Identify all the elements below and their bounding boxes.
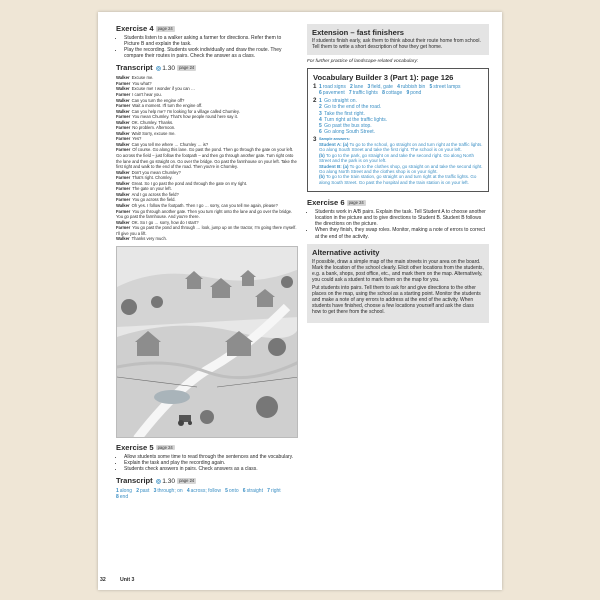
answer-text: right (270, 488, 281, 495)
answer-number: 1 (116, 488, 119, 495)
speaker-text: That's right. Chomley. (132, 175, 173, 181)
answer-number: 5 (429, 84, 433, 91)
answer-number: 7 (267, 488, 270, 495)
answer-text: Go past the bus stop. (324, 122, 372, 129)
answer-text: Go straight on. (324, 98, 357, 105)
transcript-2-heading: Transcript ◎1.30 page 24 (116, 476, 195, 486)
sample-answer (319, 164, 483, 175)
speaker-name: Farmer (116, 186, 131, 192)
answer-number: 4 (397, 84, 400, 91)
page (98, 12, 502, 590)
speaker-text: Can you turn the engine off? (131, 97, 185, 103)
sample-answer-label: (b) (319, 174, 325, 180)
sample-answer-label: Student A: (a) (319, 141, 349, 147)
page-tag: page 24 (179, 478, 195, 484)
speaker-text: Don't you mean Chumley? (131, 169, 181, 175)
speaker-name: Walker (116, 86, 130, 92)
speaker-name: Walker (116, 202, 130, 208)
answer-text: end (119, 494, 129, 501)
sample-answer (319, 174, 483, 185)
village-illustration (116, 246, 298, 438)
sample-answer-text: To go to the train station, go straight on and turn right at the traffic lights. Go along South Street. Go past the hospital and the train station is on your left. (319, 174, 477, 185)
transcript-heading: Transcript ◎1.30 page 24 (116, 63, 195, 73)
speaker-name: Farmer (116, 225, 131, 231)
vocabulary-builder-heading: Vocabulary Builder 3 (Part 1): page 126 (313, 73, 454, 83)
answer-number: 1 (319, 98, 322, 105)
sample-answers-label: Sample answers: (319, 136, 351, 141)
speaker-text: You go past the pond and through … look, jump up on the tractor, I'm going there myself. I'll give you a lift. (116, 225, 297, 236)
answer-text: onto (228, 488, 239, 495)
answer-number: 3 (153, 488, 157, 495)
page-tag: page 24 (348, 200, 364, 206)
exercise-5-heading: Exercise 5 page 24 (116, 442, 173, 452)
speaker-text: You what? (132, 80, 152, 86)
exercise-5-list (116, 454, 298, 472)
answer-number: 5 (319, 122, 322, 129)
answer-text: Take the first right. (324, 110, 365, 117)
speaker-name: Walker (116, 219, 130, 225)
speaker-name: Walker (116, 141, 130, 147)
speaker-text: Yes? (132, 136, 142, 142)
answer-number: 2 (350, 84, 353, 91)
answer-number: 7 (348, 90, 352, 97)
transcript-line (116, 147, 298, 169)
speaker-text: Can you tell me where … Chumley … is? (131, 141, 209, 147)
answer-number: 4 (186, 488, 190, 495)
further-practice-note: For further practice of landscape-related vocabulary: (307, 59, 419, 65)
audio-cd-icon: ◎ (155, 65, 162, 73)
answer-text: field, gate (371, 84, 393, 91)
alternative-activity-box (307, 244, 489, 323)
answer-text: Go along South Street. (324, 128, 376, 135)
answer-text: road signs (322, 84, 346, 91)
sample-answer (319, 142, 483, 153)
answer-number: 1 (319, 84, 322, 91)
speaker-text: OK. Chumley. Thanks. (131, 119, 174, 125)
page-number: 32 (100, 577, 106, 583)
speaker-name: Farmer (116, 197, 131, 203)
right-column (307, 24, 489, 323)
transcript-lines (116, 75, 298, 241)
alternative-paragraph: Put students into pairs. Tell them to ask for and give directions to the other places on the map, using the school as a starting point. Monitor the students and make a note of any errors to address at the end of the activity. When students have finished, choose a few locations yourself and ask the class how to get there from the school. (312, 285, 481, 316)
sample-answer-label: (b) (319, 152, 325, 158)
page-tag: page 24 (157, 26, 173, 31)
speaker-text: Excuse me! I wonder if you can … (131, 86, 196, 92)
answer-text: through; on (157, 488, 183, 495)
answer-number: 3 (367, 84, 371, 91)
answer-number: 6 (319, 128, 322, 135)
sample-answer-text: To go to the park, go straight on and take the second right. Go along North Street and the park is on your left. (319, 152, 475, 164)
extension-text: If students finish early, ask them to think about their route home from school. Tell them to write a short description of how they get home. (312, 38, 481, 51)
landscape-picture (117, 247, 298, 438)
answer-line (319, 129, 483, 135)
answer-number: 2 (136, 488, 139, 495)
answer-text: Turn right at the traffic lights. (324, 116, 388, 123)
list-item: • Play the recording. Students work individually and draw the route. They compare their routes in pairs. Check the answer as a class. (124, 47, 298, 59)
speaker-text: And I go across the field? (131, 191, 179, 197)
speaker-name: Walker (116, 130, 130, 136)
list-item: • Students check answers in pairs. Check answers as a class. (124, 466, 298, 472)
answer-number: 6 (242, 488, 246, 495)
speaker-text: I can't hear you. (132, 92, 162, 98)
speaker-text: No problem. Afternoon. (132, 125, 176, 131)
alternative-activity-heading: Alternative activity (312, 247, 380, 257)
list-item: • When they finish, they swap roles. Monitor, making a note of errors to correct at the end of the activity. (315, 227, 489, 239)
vocabulary-builder-box (307, 68, 489, 192)
unit-label: Unit 3 (120, 577, 135, 583)
speaker-text: You go through another gate. Then you turn right onto the lane and go over the bridge. You go past the farmhouse. And you're there. (116, 208, 293, 220)
answer-text: pond (410, 90, 422, 97)
answer-text: street lamps (433, 84, 461, 91)
answer-number: 8 (382, 90, 385, 97)
speaker-text: Great. So I go past the pond and through the gate on my right. (131, 180, 248, 186)
speaker-name: Walker (116, 108, 130, 114)
speaker-name: Farmer (116, 208, 131, 214)
vocab-answers-1: 1 1road signs 2lane 3field, gate 4rubbish bin 5street lamps 6pavement 7traffic lights 8cottage 9pond (313, 83, 461, 97)
speaker-text: Can you help me? I'm looking for a village called Chumley. (131, 108, 240, 114)
speaker-name: Walker (116, 97, 130, 103)
exercise-4-list (116, 35, 298, 59)
speaker-text: You go across the field. (132, 197, 176, 203)
answer-number: 6 (319, 90, 322, 97)
answer-number: 5 (225, 488, 228, 495)
speaker-name: Walker (116, 119, 130, 125)
answer-text: across; follow (190, 488, 221, 495)
answer-number: 8 (116, 494, 119, 501)
speaker-text: Wait! Sorry, excuse me. (131, 130, 176, 136)
extension-heading: Extension – fast finishers (312, 28, 404, 37)
answer-text: traffic lights (352, 90, 378, 97)
speaker-name: Farmer (116, 114, 131, 120)
extension-box (307, 24, 489, 55)
speaker-text: The gate on your left. (132, 186, 172, 192)
page-tag: page 24 (179, 65, 195, 71)
vocab-answers-2: 2 1 Go straight on. 2 Go to the end of the road. 3 Take the first right. 4 Turn right at the traffic lights. 5 Go past the bus stop. 6 Go along South Street. (313, 98, 483, 135)
answer-text: lane (353, 84, 364, 91)
transcript-2-answers (116, 488, 298, 500)
sample-answer-text: To go to the school, go straight on and turn right at the traffic lights. Go along South Street and take the first right. The school is on your left. (319, 141, 483, 153)
answer-text: past (139, 488, 150, 495)
speaker-name: Farmer (116, 92, 131, 98)
speaker-name: Farmer (116, 80, 131, 86)
speaker-name: Farmer (116, 175, 131, 181)
sample-answer (319, 153, 483, 164)
speaker-text: Excuse me. (131, 75, 154, 81)
page-tag: page 24 (157, 444, 173, 450)
sample-answer-text: To go to the clothes shop, go straight on and take the second right. Go along North Street and the clothes shop is on your right. (319, 163, 483, 174)
speaker-text: You mean Chumley. That's how people round here say it. (132, 114, 238, 120)
answer-number: 2 (319, 104, 322, 111)
list-item: • Students work in A/B pairs. Explain the task. Tell Student A to choose another location in the picture and to give directions to Student B. Student B follows the directions on the picture. (315, 209, 489, 227)
speaker-name: Farmer (116, 136, 131, 142)
sample-answer-label: Student B: (a) (319, 163, 349, 169)
transcript-line (116, 236, 298, 242)
speaker-name: Farmer (116, 103, 131, 109)
exercise-6-list (307, 209, 489, 239)
vocab-answers-3: 3 Sample answers: Student A: (a) To go to the school, go straight on and turn right at the traffic lights. Go along South Street and take the first right. The school is on your left. (b) To go to the park, go straight on and take the second right. Go along North Street and the park is on your left. Student B: (a) To go to the clothes shop, go straight on and take the second right. Go along North Street and the clothes shop is on your right. (b) To go to the train station, go straight on and turn right at the traffic lights. Go along South Street. Go past the hospital and the train station is on your left. (313, 135, 483, 185)
speaker-text: Wait a moment. I'll turn the engine off. (132, 103, 203, 109)
speaker-text: Thanks very much. (131, 236, 167, 242)
answer-text: cottage (385, 90, 403, 97)
speaker-text: Of course. Go along this lane. Go past the pond. Then go through the gate on your left. Go across the field – just follow the footpath – and then go through another gate. Turn right onto the lane and then go straight on. Go over the bridge. Go past the farmhouse on your left. Take the first right and walk to the end of the road. Then you're in Chomley. (116, 147, 297, 170)
speaker-name: Walker (116, 75, 130, 81)
audio-cd-icon: ◎ (155, 478, 162, 486)
list-item: • Explain the task and play the recording again. (124, 460, 298, 466)
answer-text: straight (246, 488, 263, 495)
left-column (116, 24, 298, 500)
answer-text: along (119, 488, 133, 495)
transcript-line (116, 209, 298, 220)
answer-text: rubbish bin (400, 84, 426, 91)
transcript-line (116, 225, 298, 236)
list-item: • Students listen to a walker asking a farmer for directions. Refer them to Picture B and explain the task. (124, 35, 298, 47)
exercise-6-heading: Exercise 6 page 24 (307, 198, 364, 208)
list-item: • Allow students some time to read through the sentences and the vocabulary. (124, 454, 298, 460)
answer-number: 4 (319, 116, 322, 123)
speaker-name: Farmer (116, 125, 131, 131)
exercise-4-heading: Exercise 4 page 24 (116, 24, 173, 33)
speaker-name: Walker (116, 236, 130, 242)
answer-text: pavement (322, 90, 345, 97)
speaker-name: Farmer (116, 147, 131, 153)
alternative-paragraph: If possible, draw a simple map of the main streets in your area on the board. Mark the location of the school clearly. Elicit other locations from the students, e.g. a bank, shops, post office, etc., and mark them on the map. Alternatively, you could ask a student to mark them on the map for you. (312, 258, 484, 283)
answer-number: 3 (319, 110, 322, 117)
speaker-text: Oh yes. I follow the footpath. Then I go … sorry, can you tell me again, please? (131, 202, 278, 208)
answer-text: Go to the end of the road. (324, 104, 382, 111)
speaker-name: Walker (116, 191, 130, 197)
speaker-name: Walker (116, 169, 130, 175)
speaker-name: Walker (116, 180, 130, 186)
answer-number: 9 (406, 90, 410, 97)
speaker-text: OK. So I go … sorry, how do I start? (131, 219, 199, 225)
